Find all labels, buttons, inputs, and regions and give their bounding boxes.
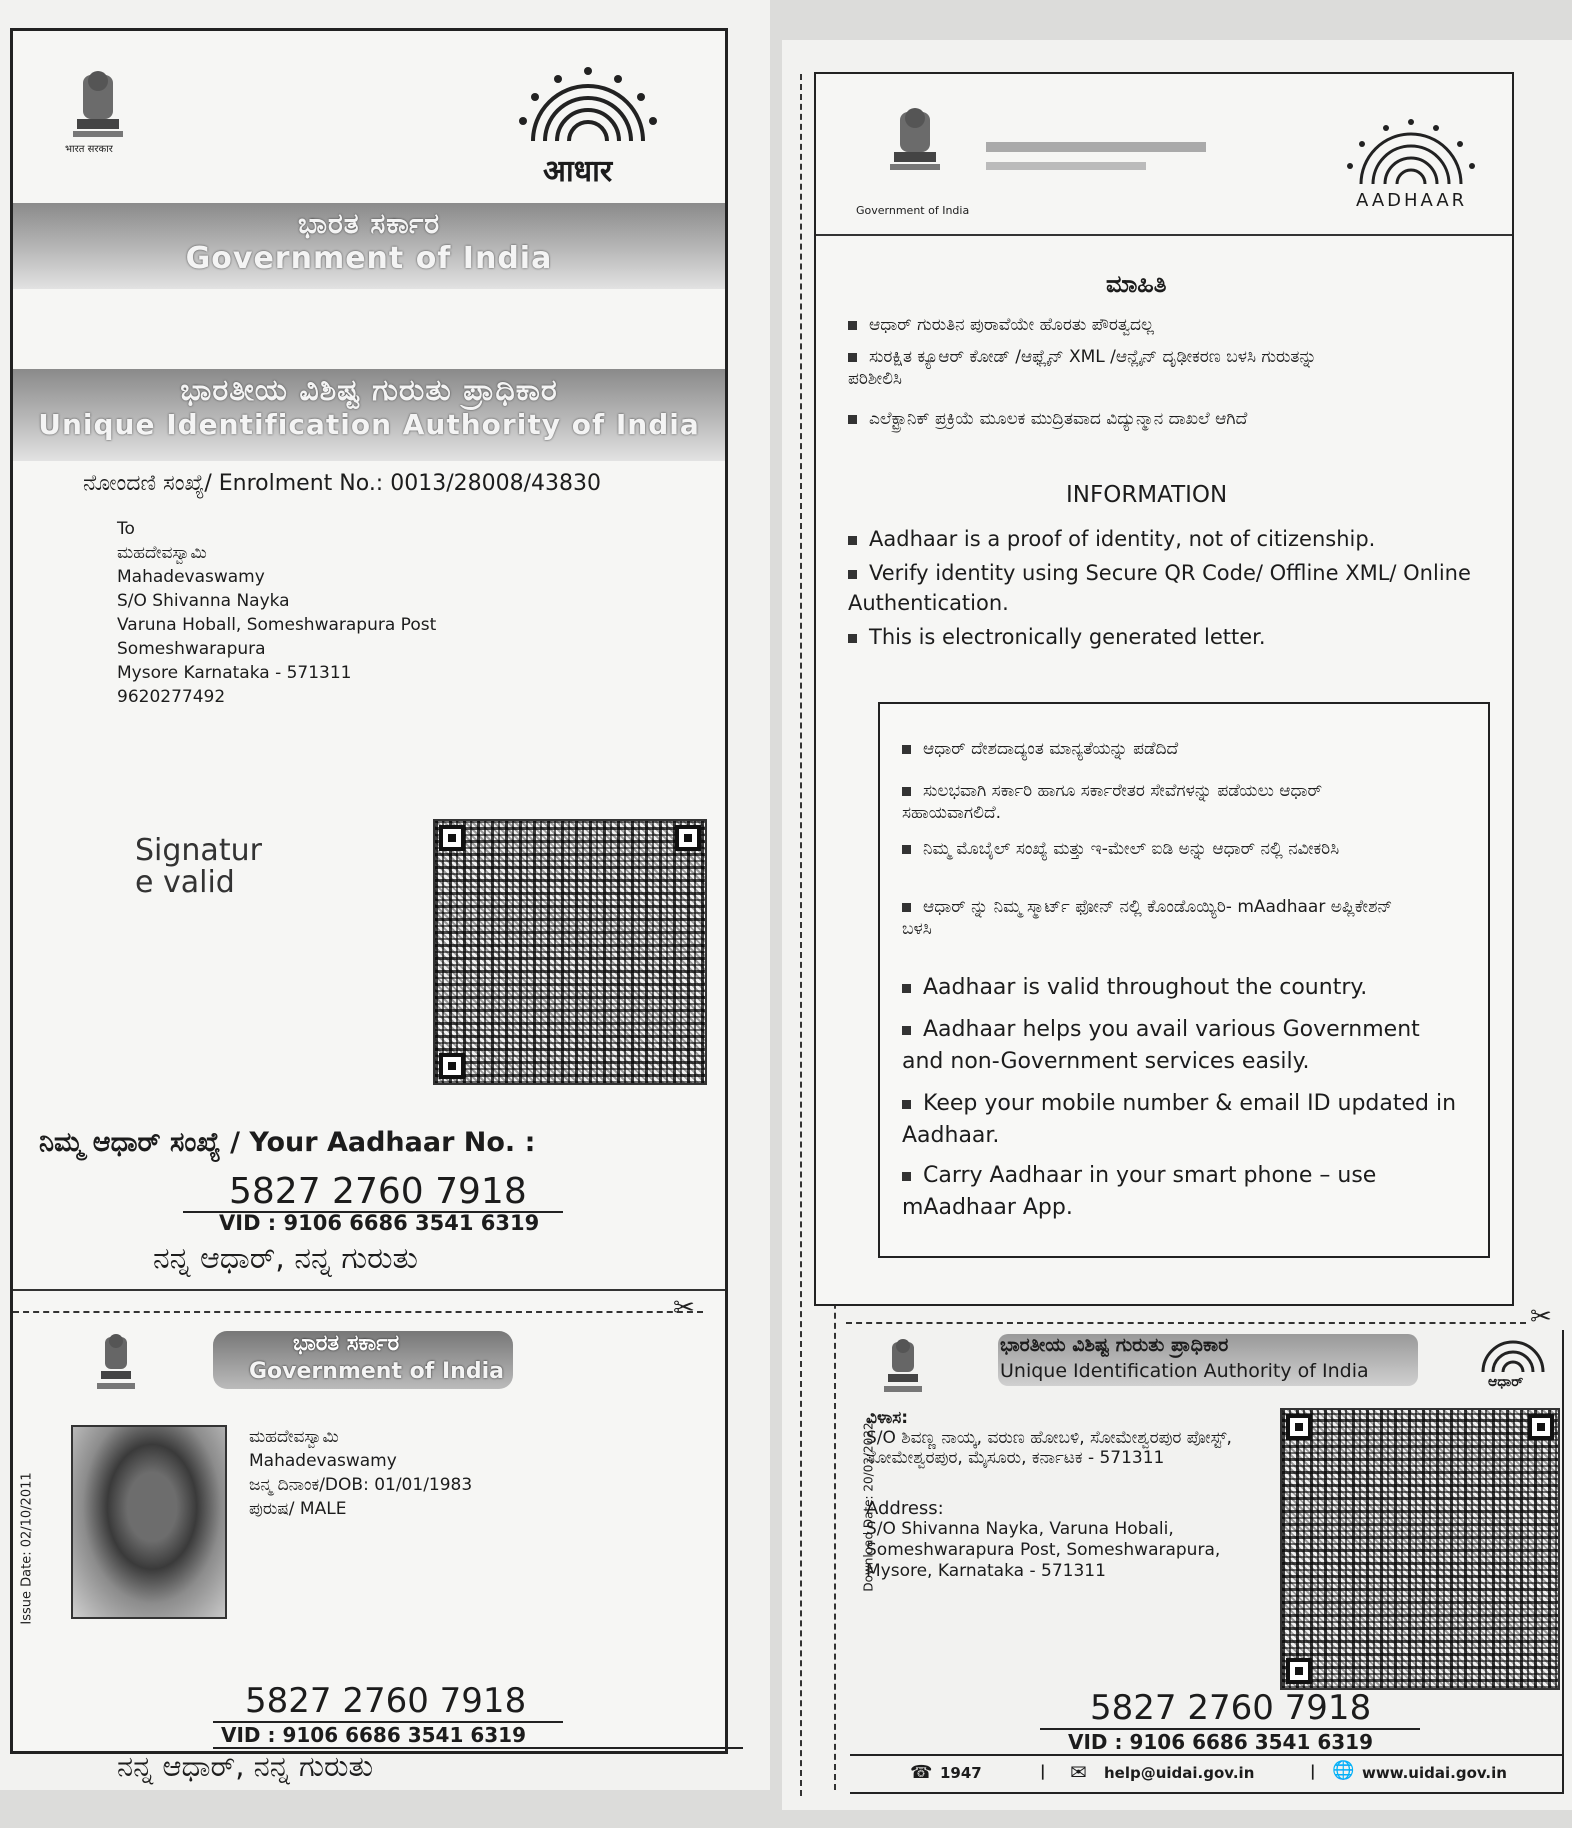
info-box [878, 702, 1490, 1258]
card-issue-date: Issue Date: 02/10/2011 [19, 1472, 35, 1625]
box-kannada-item: ಸುಲಭವಾಗಿ ಸರ್ಕಾರಿ ಹಾಗೂ ಸರ್ಕಾರೇತರ ಸೇವೆಗಳನ್ನು ಪಡೆಯಲು ಆಧಾರ್ ಸಹಾಯವಾಗಲಿದೆ. [902, 781, 1323, 823]
address-line: To [117, 519, 135, 539]
gov-band-kannada: ಭಾರತ ಸರ್ಕಾರ [297, 207, 441, 240]
mail-icon: ✉ [1070, 1760, 1087, 1784]
info-item: This is electronically generated letter. [848, 622, 1488, 652]
card-slogan: ನನ್ನ ಆಧಾರ್, ನನ್ನ ಗುರುತು [117, 1749, 374, 1783]
address-line: Mahadevaswamy [117, 567, 265, 587]
card-holder-details [249, 1425, 472, 1521]
box-item: Aadhaar helps you avail various Government and non-Government services easily. [902, 1017, 1420, 1074]
address-block [117, 517, 436, 709]
card-gender: ಪುರುಷ/ MALE [249, 1499, 347, 1519]
aadhaar-number: 5827 2760 7918 [229, 1171, 527, 1212]
uidai-band-kannada: ಭಾರತೀಯ ವಿಶಿಷ್ಟ ಗುರುತು ಪ್ರಾಧಿಕಾರ [180, 373, 558, 408]
address-kannada-text: S/O ಶಿವಣ್ಣ ನಾಯ್ಕ, ವರುಣ ಹೋಬಳಿ, ಸೋಮೇಶ್ವರಪುರ ಪೋಸ್ಟ್, ಸೋಮೇಶ್ವರಪುರ, ಮೈಸೂರು, ಕರ್ನಾಟಕ - 571311 [866, 1428, 1232, 1468]
card-emblem-icon [91, 1331, 141, 1397]
cut-line [846, 1322, 1526, 1324]
gov-band-english: Government of India [185, 241, 553, 276]
download-date: Download Date: 20/02/2022 [861, 1422, 876, 1592]
info-kannada-item: ಎಲೆಕ್ಟ್ರಾನಿಕ್ ಪ್ರಕ್ರಿಯೆ ಮೂಲಕ ಮುದ್ರಿತವಾದ ವಿದ್ಯುನ್ಮಾನ ದಾಖಲೆ ಆಗಿದೆ [848, 408, 1368, 430]
cut-line [13, 1311, 703, 1313]
scissors-icon: ✂ [1530, 1302, 1552, 1332]
card-aadhaar-number: 5827 2760 7918 [245, 1681, 527, 1721]
card-aadhaar-number: 5827 2760 7918 [1090, 1688, 1372, 1728]
card-emblem-icon [878, 1336, 928, 1400]
right-letter-panel [814, 72, 1514, 1306]
card-logo-text: ಆಧಾರ್ [1488, 1374, 1524, 1390]
emblem-icon [880, 104, 950, 190]
your-aadhaar-label: ನಿಮ್ಮ ಆಧಾರ್ ಸಂಖ್ಯೆ / Your Aadhaar No. : [39, 1127, 536, 1158]
footer-phone: 1947 [940, 1764, 982, 1782]
address-kannada-label: ವಿಳಾಸ: [866, 1408, 909, 1428]
card-footer [900, 1758, 1550, 1788]
aadhaar-logo-icon [503, 61, 673, 189]
card-uidai-kannada: ಭಾರತೀಯ ವಿಶಿಷ್ಟ ಗುರುತು ಪ್ರಾಧಿಕಾರ [1000, 1334, 1229, 1356]
footer-separator: | [1040, 1762, 1046, 1780]
right-card [850, 1330, 1564, 1794]
vid: VID : 9106 6686 3541 6319 [219, 1211, 540, 1235]
uidai-band-english: Unique Identification Authority of India [38, 408, 700, 441]
card-aadhaar-logo-icon [1468, 1330, 1558, 1396]
left-perforation [800, 74, 802, 1796]
info-item: Verify identity using Secure QR Code/ Offline XML/ Online Authentication. [848, 561, 1471, 615]
footer-rule [850, 1754, 1562, 1756]
box-kannada-item: ಆಧಾರ್ ದೇಶದಾದ್ಯಂತ ಮಾನ್ಯತೆಯನ್ನು ಪಡೆದಿದೆ [902, 738, 1462, 760]
phone-icon: ☎ [910, 1762, 933, 1783]
address-line: Varuna Hoball, Someshwarapura Post [117, 615, 437, 635]
header-divider [816, 234, 1512, 236]
info-kannada-item: ಆಧಾರ್ ಗುರುತಿನ ಪುರಾವೆಯೇ ಹೊರತು ಪೌರತ್ವದಲ್ಲ [848, 314, 1448, 336]
card-gov-english: Government of India [249, 1359, 504, 1384]
info-kannada-title: ಮಾಹಿತಿ [1106, 270, 1167, 298]
box-item: Carry Aadhaar in your smart phone – use mAadhaar App. [902, 1163, 1377, 1220]
footer-separator: | [1310, 1762, 1316, 1780]
address-line: Mysore Karnataka - 571311 [117, 663, 352, 683]
card-dob: ಜನ್ಮ ದಿನಾಂಕ/DOB: 01/01/1983 [249, 1475, 473, 1495]
address-english-label: Address: [866, 1498, 944, 1519]
slogan: ನನ್ನ ಆಧಾರ್, ನನ್ನ ಗುರುತು [153, 1241, 418, 1276]
card-name-english: Mahadevaswamy [249, 1451, 397, 1471]
qr-code [433, 819, 707, 1085]
address-line: Someshwarapura [117, 639, 266, 659]
aadhaar-logo-icon [1326, 114, 1496, 214]
box-item: Keep your mobile number & email ID updated in Aadhaar. [902, 1091, 1457, 1148]
scissors-icon: ✂ [673, 1293, 695, 1323]
box-kannada-item: ಆಧಾರ್ ನ್ನು ನಿಮ್ಮ ಸ್ಮಾರ್ಟ್ ಫೋನ್ ನಲ್ಲಿ ಕೊಂಡೊಯ್ಯಿರಿ- mAadhaar ಅಪ್ಲಿಕೇಶನ್ ಬಳಸಿ [902, 897, 1393, 939]
header-rule-2 [986, 162, 1146, 170]
globe-icon: 🌐 [1332, 1760, 1355, 1781]
divider-line [13, 1289, 725, 1291]
address-english [866, 1498, 1256, 1582]
enrolment-number: ನೋಂದಣಿ ಸಂಖ್ಯೆ/ Enrolment No.: 0013/28008/43830 [83, 471, 601, 496]
address-line: 9620277492 [117, 687, 226, 707]
info-item: Aadhaar is a proof of identity, not of citizenship. [848, 524, 1488, 554]
info-kannada-item: ಸುರಕ್ಷಿತ ಕ್ಯೂಆರ್ ಕೋಡ್ /ಆಫ್ಲೈನ್ XML /ಆನ್ಲೈನ್ ದೃಢೀಕರಣ ಬಳಸಿ ಗುರುತನ್ನು ಪರಿಶೀಲಿಸಿ [848, 347, 1317, 389]
address-line: S/O Shivanna Nayka [117, 591, 290, 611]
box-kannada-item: ನಿಮ್ಮ ಮೊಬೈಲ್ ಸಂಖ್ಯೆ ಮತ್ತು ಇ-ಮೇಲ್ ಐಡಿ ಅನ್ನು ಆಧಾರ್ ನಲ್ಲಿ ನವೀಕರಿಸಿ [902, 838, 1462, 860]
address-english-text: S/O Shivanna Nayka, Varuna Hobali, Someshwarapura Post, Someshwarapura, Mysore, Karnataka - 571311 [866, 1519, 1221, 1581]
card-name-kannada: ಮಹದೇವಸ್ವಾಮಿ [249, 1427, 339, 1447]
header-rule [986, 142, 1206, 152]
card-vid: VID : 9106 6686 3541 6319 [221, 1723, 526, 1747]
government-band [13, 203, 725, 289]
card-gov-kannada: ಭಾರತ ಸರ್ಕಾರ [293, 1331, 400, 1356]
aadhaar-logo-text: AADHAAR [1356, 190, 1468, 211]
address-line: ಮಹದೇವಸ್ವಾಮಿ [117, 543, 207, 563]
signature-stamp: Signatur e valid [135, 833, 262, 900]
box-item: Aadhaar is valid throughout the country. [902, 972, 1472, 1004]
card-uidai-english: Unique Identification Authority of India [1000, 1360, 1369, 1382]
card-qr-code [1280, 1408, 1560, 1690]
emblem-caption: Government of India [856, 204, 970, 217]
left-letter-panel [10, 28, 728, 1783]
footer-email: help@uidai.gov.in [1104, 1764, 1255, 1782]
info-title: INFORMATION [1066, 482, 1228, 508]
footer-web: www.uidai.gov.in [1362, 1764, 1507, 1782]
aadhaar-logo-text: आधार [543, 154, 613, 189]
card-vid: VID : 9106 6686 3541 6319 [1068, 1730, 1373, 1754]
address-kannada [866, 1408, 1286, 1468]
uidai-band [13, 369, 725, 461]
holder-photo [71, 1425, 227, 1619]
emblem-caption: भारत सरकार [65, 144, 113, 155]
emblem-icon [63, 67, 133, 157]
